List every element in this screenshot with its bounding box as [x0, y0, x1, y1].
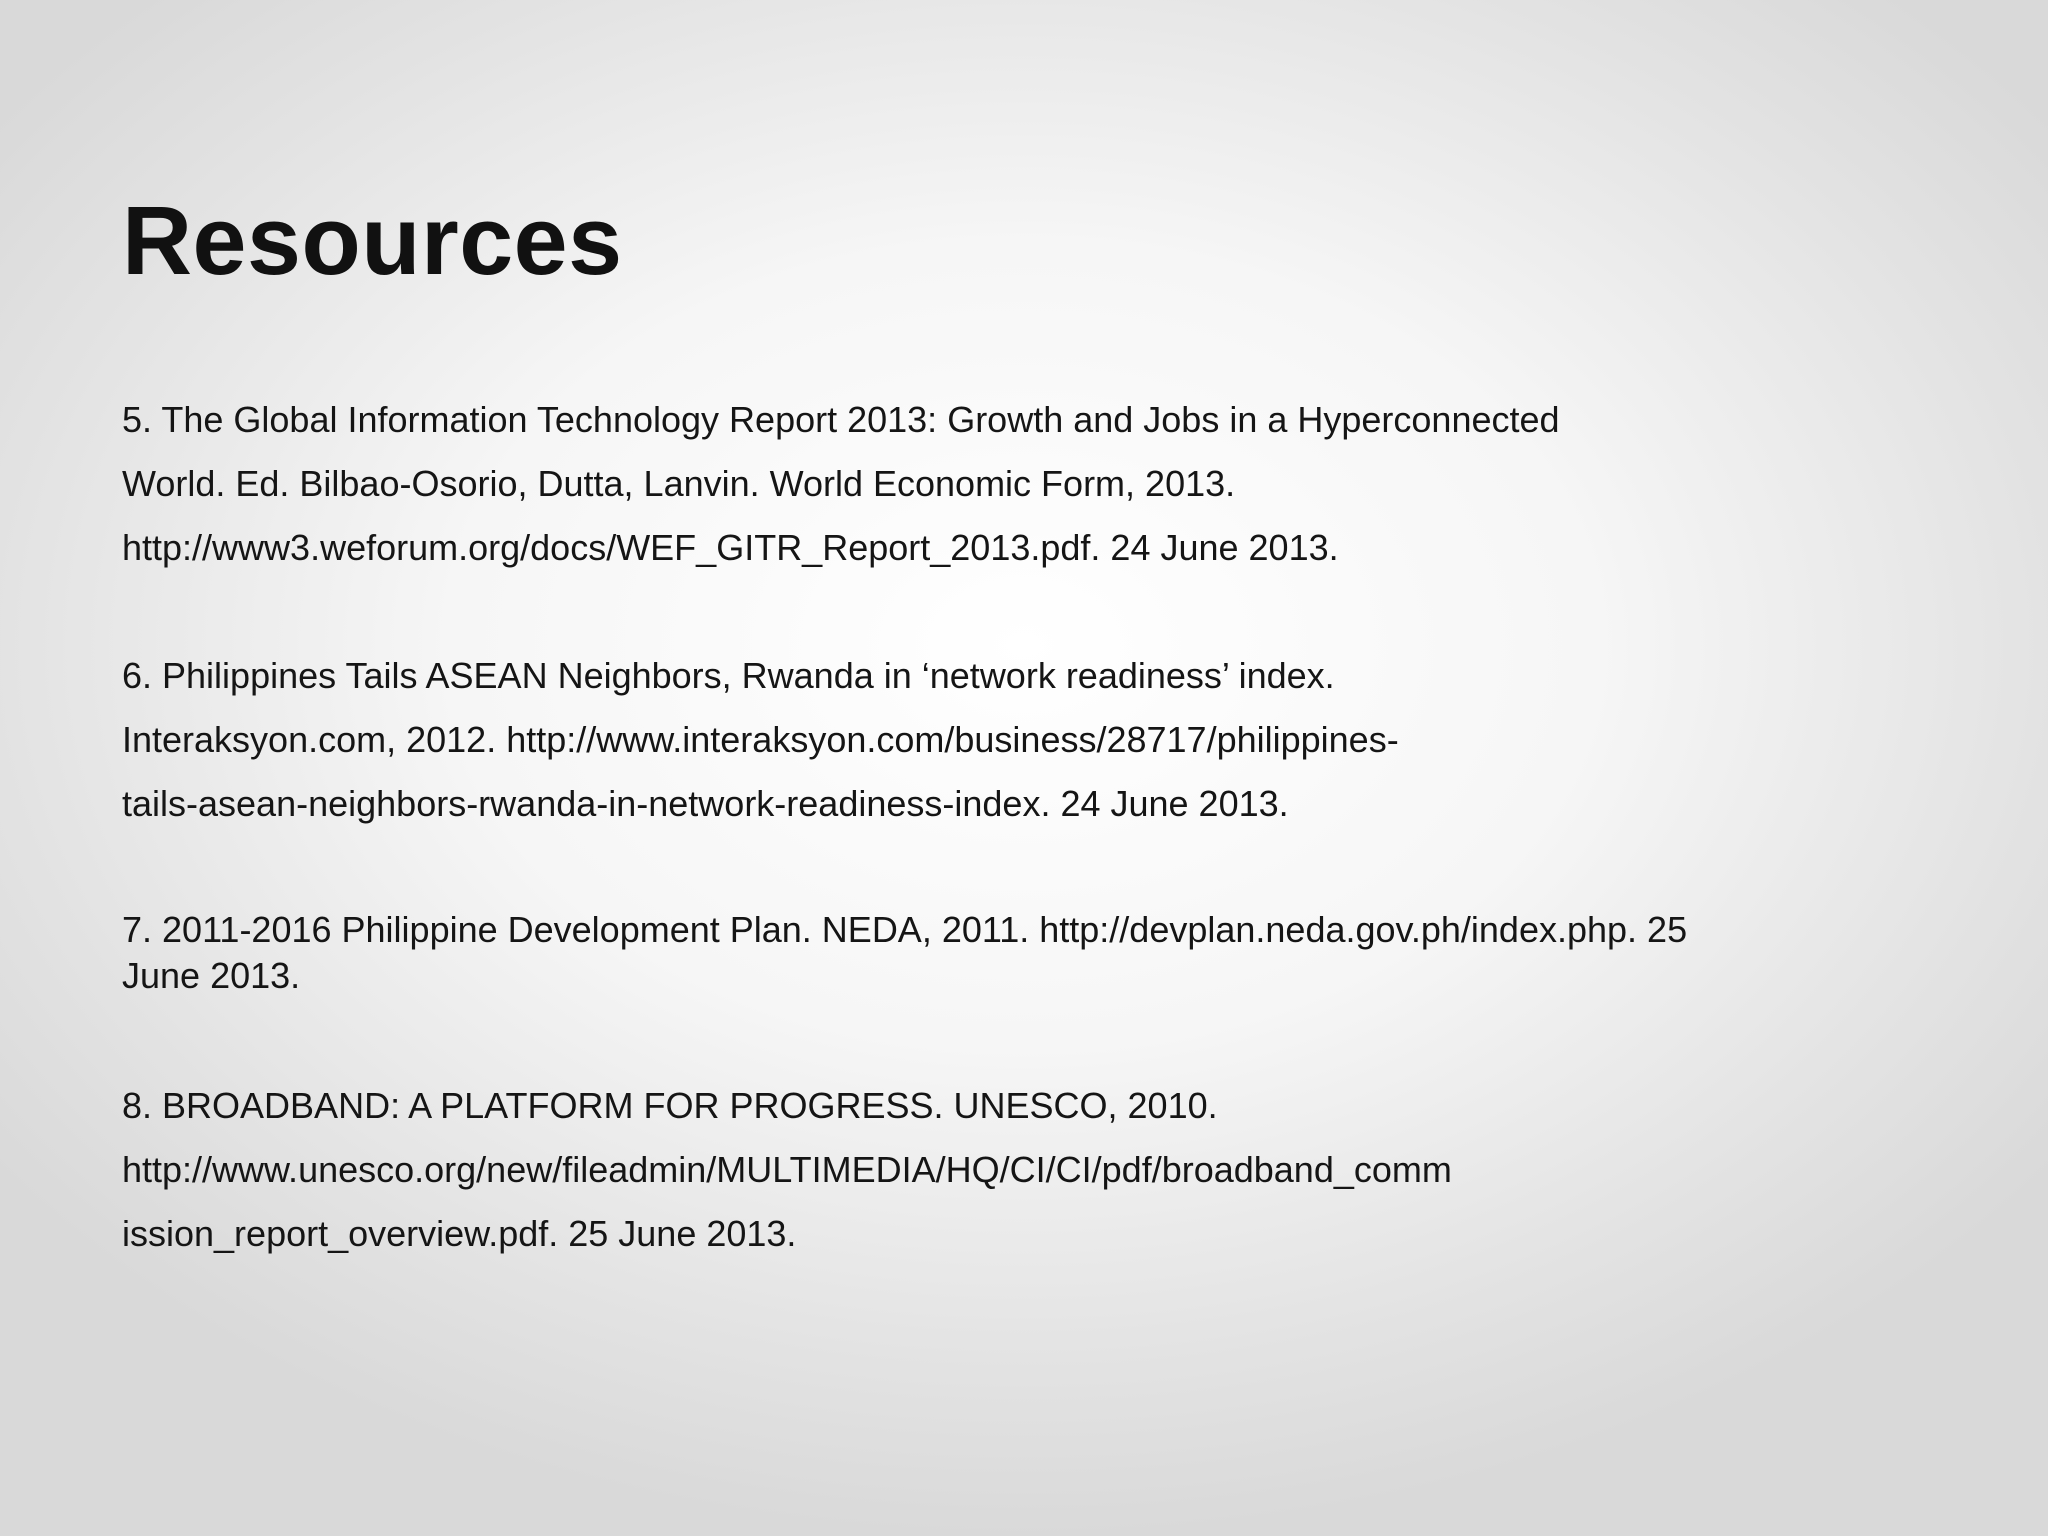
reference-item: [122, 644, 1942, 836]
reference-item: [122, 388, 1942, 580]
reference-item: [122, 907, 1942, 999]
reference-line: Interaksyon.com, 2012. http://www.interaksyon.com/business/28717/philippines-: [122, 719, 1399, 760]
reference-line: 8. BROADBAND: A PLATFORM FOR PROGRESS. UNESCO, 2010.: [122, 1085, 1218, 1126]
reference-line: http://www.unesco.org/new/fileadmin/MULTIMEDIA/HQ/CI/CI/pdf/broadband_comm: [122, 1149, 1452, 1190]
reference-line: World. Ed. Bilbao-Osorio, Dutta, Lanvin. World Economic Form, 2013.: [122, 463, 1236, 504]
reference-line: http://www3.weforum.org/docs/WEF_GITR_Report_2013.pdf. 24 June 2013.: [122, 527, 1339, 568]
slide-title: Resources: [122, 186, 623, 295]
reference-line: June 2013.: [122, 955, 301, 996]
reference-line: 5. The Global Information Technology Report 2013: Growth and Jobs in a Hyperconnected: [122, 399, 1560, 440]
reference-line: 7. 2011-2016 Philippine Development Plan. NEDA, 2011. http://devplan.neda.gov.ph/index.php. 25: [122, 909, 1688, 950]
reference-item: [122, 1074, 1942, 1266]
reference-line: 6. Philippines Tails ASEAN Neighbors, Rwanda in ‘network readiness’ index.: [122, 655, 1335, 696]
reference-line: ission_report_overview.pdf. 25 June 2013.: [122, 1213, 797, 1254]
reference-line: tails-asean-neighbors-rwanda-in-network-readiness-index. 24 June 2013.: [122, 783, 1289, 824]
